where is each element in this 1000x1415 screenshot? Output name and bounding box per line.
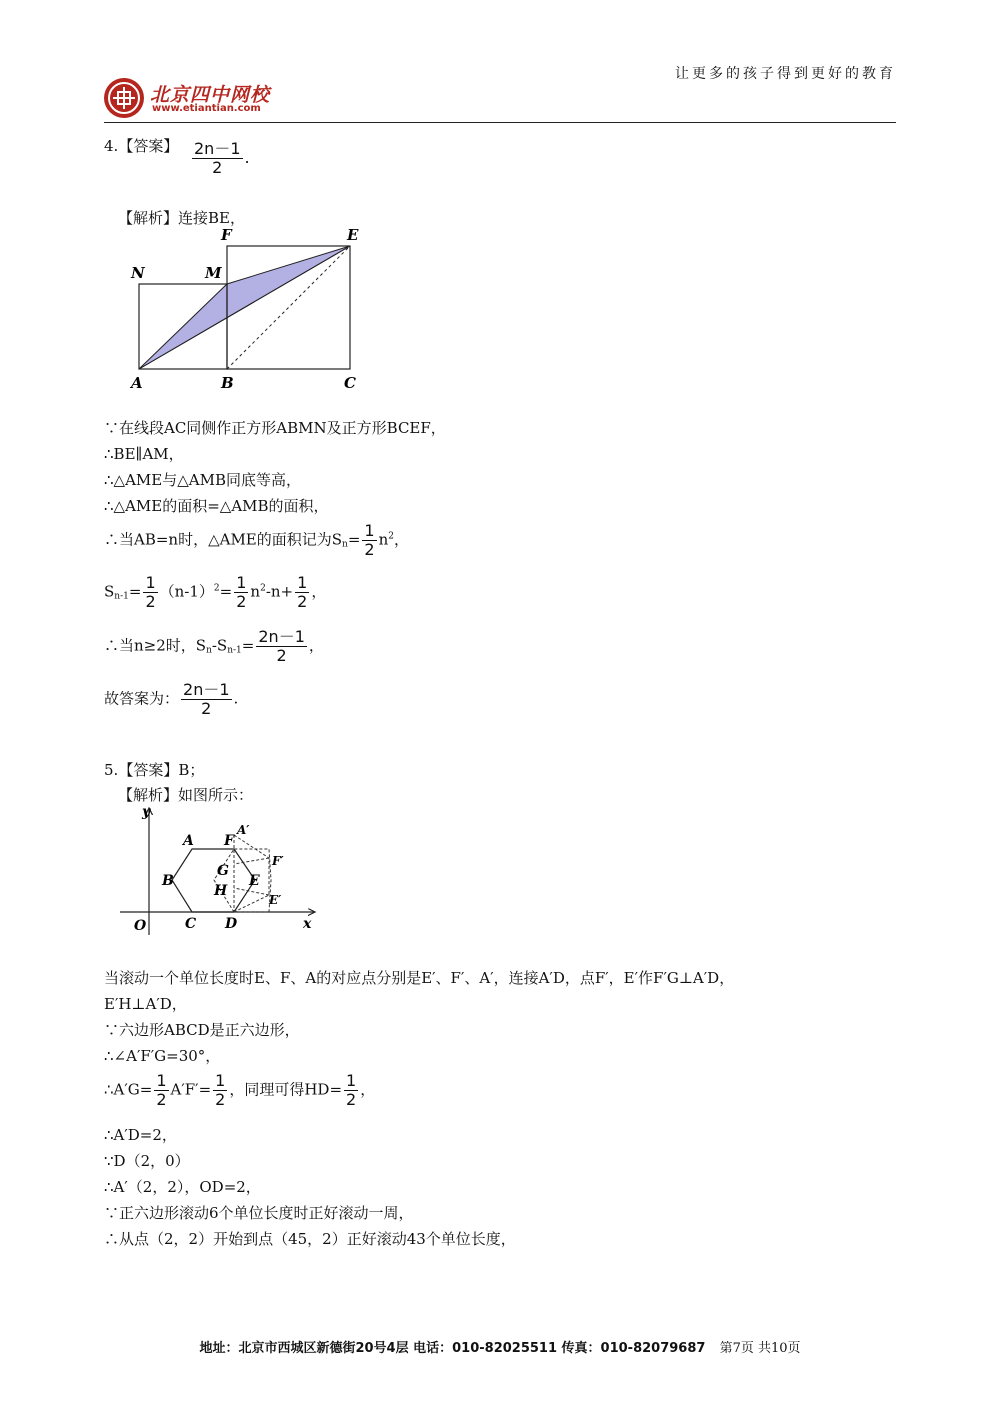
q5-label-f: F	[224, 833, 234, 849]
q4-answer-num: 2n－1	[194, 139, 241, 158]
q4-line-8: 故答案为： $\frac{2n-1}{2}$ .	[104, 680, 239, 718]
q4-line-3: ∴△AME与△AMB同底等高，	[104, 471, 301, 489]
q4-line-4: ∴△AME的面积=△AMB的面积，	[104, 497, 329, 515]
q4-label-a: A	[131, 374, 143, 392]
q5-label-e-prime: E′	[269, 893, 282, 907]
footer	[0, 1337, 1000, 1356]
q5-label-d: D	[225, 916, 238, 932]
q4-line-1: ∵在线段AC同侧作正方形ABMN及正方形BCEF，	[104, 419, 446, 437]
q5-line-3: ∵六边形ABCD是正六边形，	[104, 1021, 300, 1039]
q5-segment-eh	[234, 888, 269, 895]
q4-line-7: ∴当n≥2时，$S_n-S_{n-1}=$ $\frac{2n-1}{2}$ ，	[104, 627, 324, 665]
q5-label-a: A	[183, 833, 194, 849]
q4-label-m: M	[205, 264, 222, 282]
q5-answer-line: 5.【答案】B；	[104, 761, 205, 779]
q5-figure	[115, 800, 325, 940]
q5-label-x: x	[303, 916, 312, 932]
q4-segment-ae	[139, 246, 350, 369]
q4-number: 4.	[104, 137, 119, 155]
q5-line-6: ∴A′D=2，	[104, 1126, 177, 1144]
q4-answer-label: 【答案】	[118, 137, 179, 155]
q5-answer: B；	[178, 761, 205, 779]
logo-emblem	[104, 78, 144, 118]
q4-line-5: ∴当AB=n时，△AME的面积记为$S_n=$ $\frac{1}{2}$ $n^2$，	[104, 521, 410, 559]
q4-label-f: F	[221, 226, 232, 244]
q5-line-4: ∴∠A′F′G=30°，	[104, 1047, 221, 1065]
q5-segment-fg	[234, 858, 269, 864]
q5-label-y: y	[142, 804, 151, 820]
logo-text: 北京四中网校	[150, 84, 271, 106]
q5-line-8: ∴A′（2，2），OD=2，	[104, 1178, 261, 1196]
footer-page: 第7页 共10页	[719, 1341, 801, 1356]
header-slogan: 让更多的孩子得到更好的教育	[675, 66, 896, 82]
q5-label-e: E	[249, 873, 260, 889]
q4-figure	[125, 225, 375, 395]
q5-rolled-hexagon	[214, 849, 271, 912]
q5-label-a-prime: A′	[237, 823, 250, 837]
q4-label-b: B	[221, 374, 234, 392]
q5-label-o: O	[134, 918, 147, 934]
q5-label-h: H	[214, 883, 228, 899]
q5-line-7: ∵D（2，0）	[104, 1152, 190, 1170]
q4-line-6: $S_{n-1}=$ $\frac{1}{2}$ $(n-1)^2=$ $\frac{1}{2}$ $n^2-n+$ $\frac{1}{2}$ ，	[104, 573, 327, 611]
q5-line-1: 当滚动一个单位长度时E、F、A的对应点分别是E′、F′、A′，连接A′D，点F′，E′作F′G⊥A′D，	[104, 969, 735, 987]
q4-label-e: E	[347, 226, 359, 244]
q4-analysis-label: 【解析】	[118, 209, 179, 227]
q5-hexagon	[172, 849, 255, 912]
q4-label-c: C	[344, 374, 356, 392]
q5-label-f-prime: F′	[272, 854, 284, 868]
header-rule	[104, 122, 896, 123]
q4-analysis-text: 连接BE，	[178, 209, 245, 227]
q5-label-b: B	[162, 873, 174, 889]
q5-line-9: ∵正六边形滚动6个单位长度时正好滚动一周，	[104, 1204, 414, 1222]
q4-label-n: N	[131, 264, 145, 282]
q4-answer-den: 2	[212, 158, 223, 177]
q5-label-c: C	[185, 916, 197, 932]
q5-line-5: ∴A′G= $\frac{1}{2}$ A′F′= $\frac{1}{2}$ ，同理可得HD= $\frac{1}{2}$ ，	[104, 1071, 376, 1109]
q4-answer-suffix: .	[244, 148, 250, 167]
q5-label-g: G	[217, 863, 229, 879]
q5-line-2: E′H⊥A′D，	[104, 995, 187, 1013]
q5-line-10: ∴从点（2，2）开始到点（45，2）正好滚动43个单位长度，	[104, 1230, 516, 1248]
q4-line-2: ∴BE∥AM，	[104, 445, 184, 463]
q4-answer-fraction	[190, 140, 250, 177]
q5-analysis-line: 【解析】如图所示：	[118, 786, 254, 804]
q4-answer-line	[104, 136, 178, 156]
logo-url: www.etiantian.com	[152, 103, 261, 114]
logo-mark-icon	[104, 78, 144, 118]
footer-address: 地址：北京市西城区新德街20号4层 电话：010-82025511 传真：010-82079687	[199, 1341, 706, 1356]
